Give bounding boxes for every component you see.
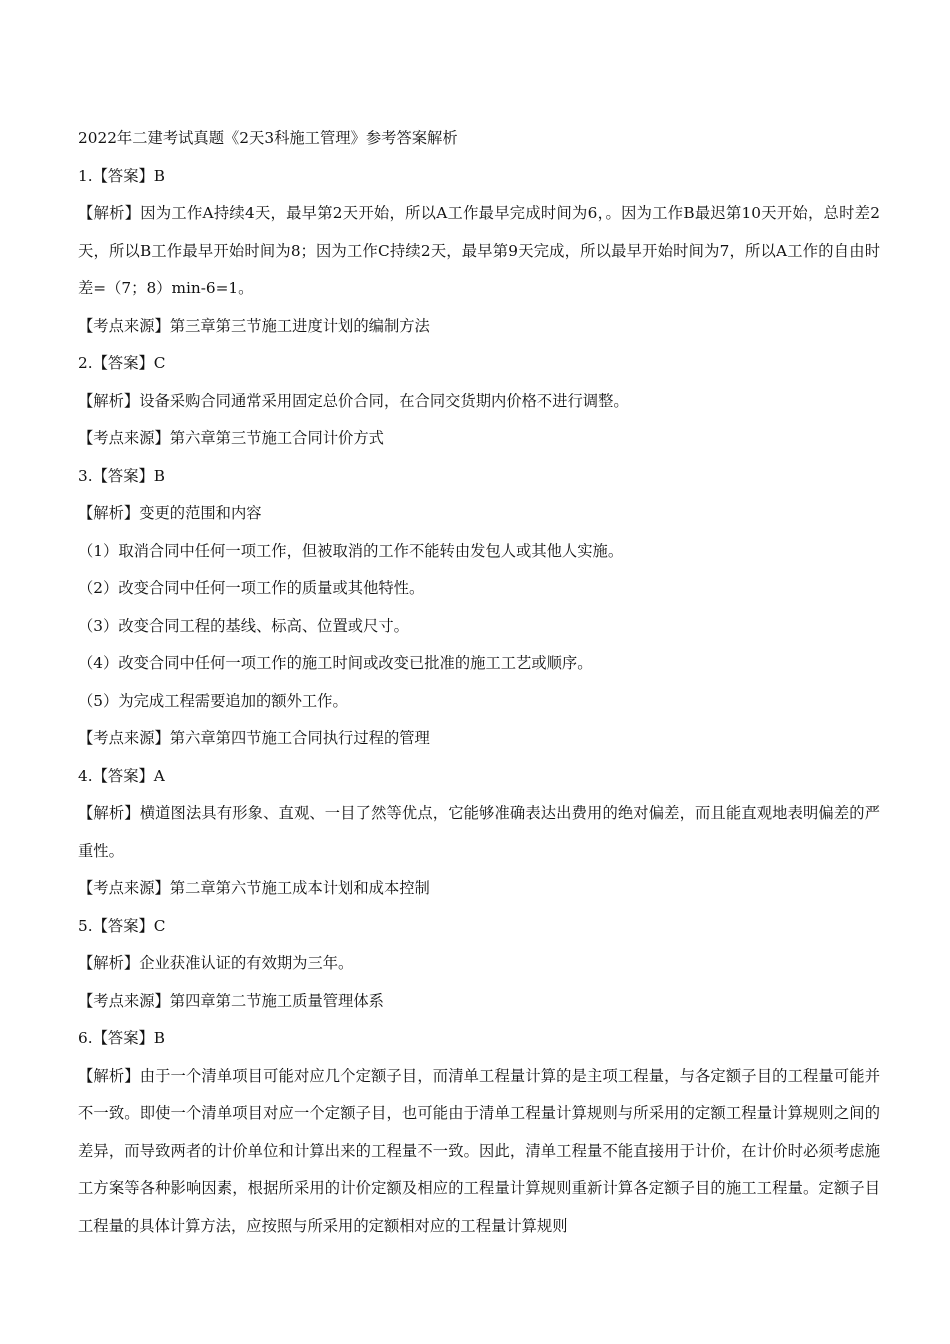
q4-answer: 4.【答案】A <box>78 766 165 785</box>
q6-analysis: 【解析】由于一个清单项目可能对应几个定额子目，而清单工程量计算的是主项工程量，与各定额子目的工程量可能并不一致。即使一个清单项目对应一个定额子目，也可能由于清单工程量计算规则与所采用的定额工程量计算规则之间的差异，而导致两者的计价单位和计算出来的工程量不一致。因此，清单工程量不能直接用于计价，在计价时必须考虑施工方案等各种影响因素，根据所采用的计价定额及相应的工程量计算规则重新计算各定额子目的施工工程量。定额子目工程量的具体计算方法，应按照与所采用的定额相对应的工程量计算规则 <box>78 1066 880 1235</box>
q2-analysis: 【解析】设备采购合同通常采用固定总价合同，在合同交货期内价格不进行调整。 <box>78 391 629 410</box>
q3-item-5: （5）为完成工程需要追加的额外工作。 <box>78 691 348 710</box>
document-body <box>78 120 880 1245</box>
q3-item-4: （4）改变合同中任何一项工作的施工时间或改变已批准的施工工艺或顺序。 <box>78 654 593 672</box>
q4-source: 【考点来源】第二章第六节施工成本计划和成本控制 <box>78 879 430 897</box>
q1-answer: 1.【答案】B <box>78 166 166 185</box>
q3-source: 【考点来源】第六章第四节施工合同执行过程的管理 <box>78 729 430 747</box>
q5-answer: 5.【答案】C <box>78 916 166 935</box>
q4-analysis: 【解析】横道图法具有形象、直观、一目了然等优点，它能够准确表达出费用的绝对偏差，而且能直观地表明偏差的严重性。 <box>78 804 880 860</box>
q2-answer: 2.【答案】C <box>78 354 166 372</box>
q1-analysis: 【解析】因为工作A持续4天，最早第2天开始，所以A工作最早完成时间为6，。因为工作B最迟第10天开始，总时差2天，所以B工作最早开始时间为8；因为工作C持续2天，最早第9天完成，所以最早开始时间为7，所以A工作的自由时差=（7；8）min-6=1。 <box>78 204 880 297</box>
q5-source: 【考点来源】第四章第二节施工质量管理体系 <box>78 991 384 1010</box>
q5-analysis: 【解析】企业获准认证的有效期为三年。 <box>78 954 354 972</box>
q2-source: 【考点来源】第六章第三节施工合同计价方式 <box>78 429 384 447</box>
q1-source: 【考点来源】第三章第三节施工进度计划的编制方法 <box>78 316 430 335</box>
q3-item-2: （2）改变合同中任何一项工作的质量或其他特性。 <box>78 579 425 597</box>
q3-item-3: （3）改变合同工程的基线、标高、位置或尺寸。 <box>78 616 409 635</box>
document-title: 2022年二建考试真题《2天3科施工管理》参考答案解析 <box>78 129 458 147</box>
q3-analysis: 【解析】变更的范围和内容 <box>78 504 262 522</box>
q3-answer: 3.【答案】B <box>78 466 166 485</box>
q3-item-1: （1）取消合同中任何一项工作，但被取消的工作不能转由发包人或其他人实施。 <box>78 541 624 560</box>
q6-answer: 6.【答案】B <box>78 1029 166 1047</box>
